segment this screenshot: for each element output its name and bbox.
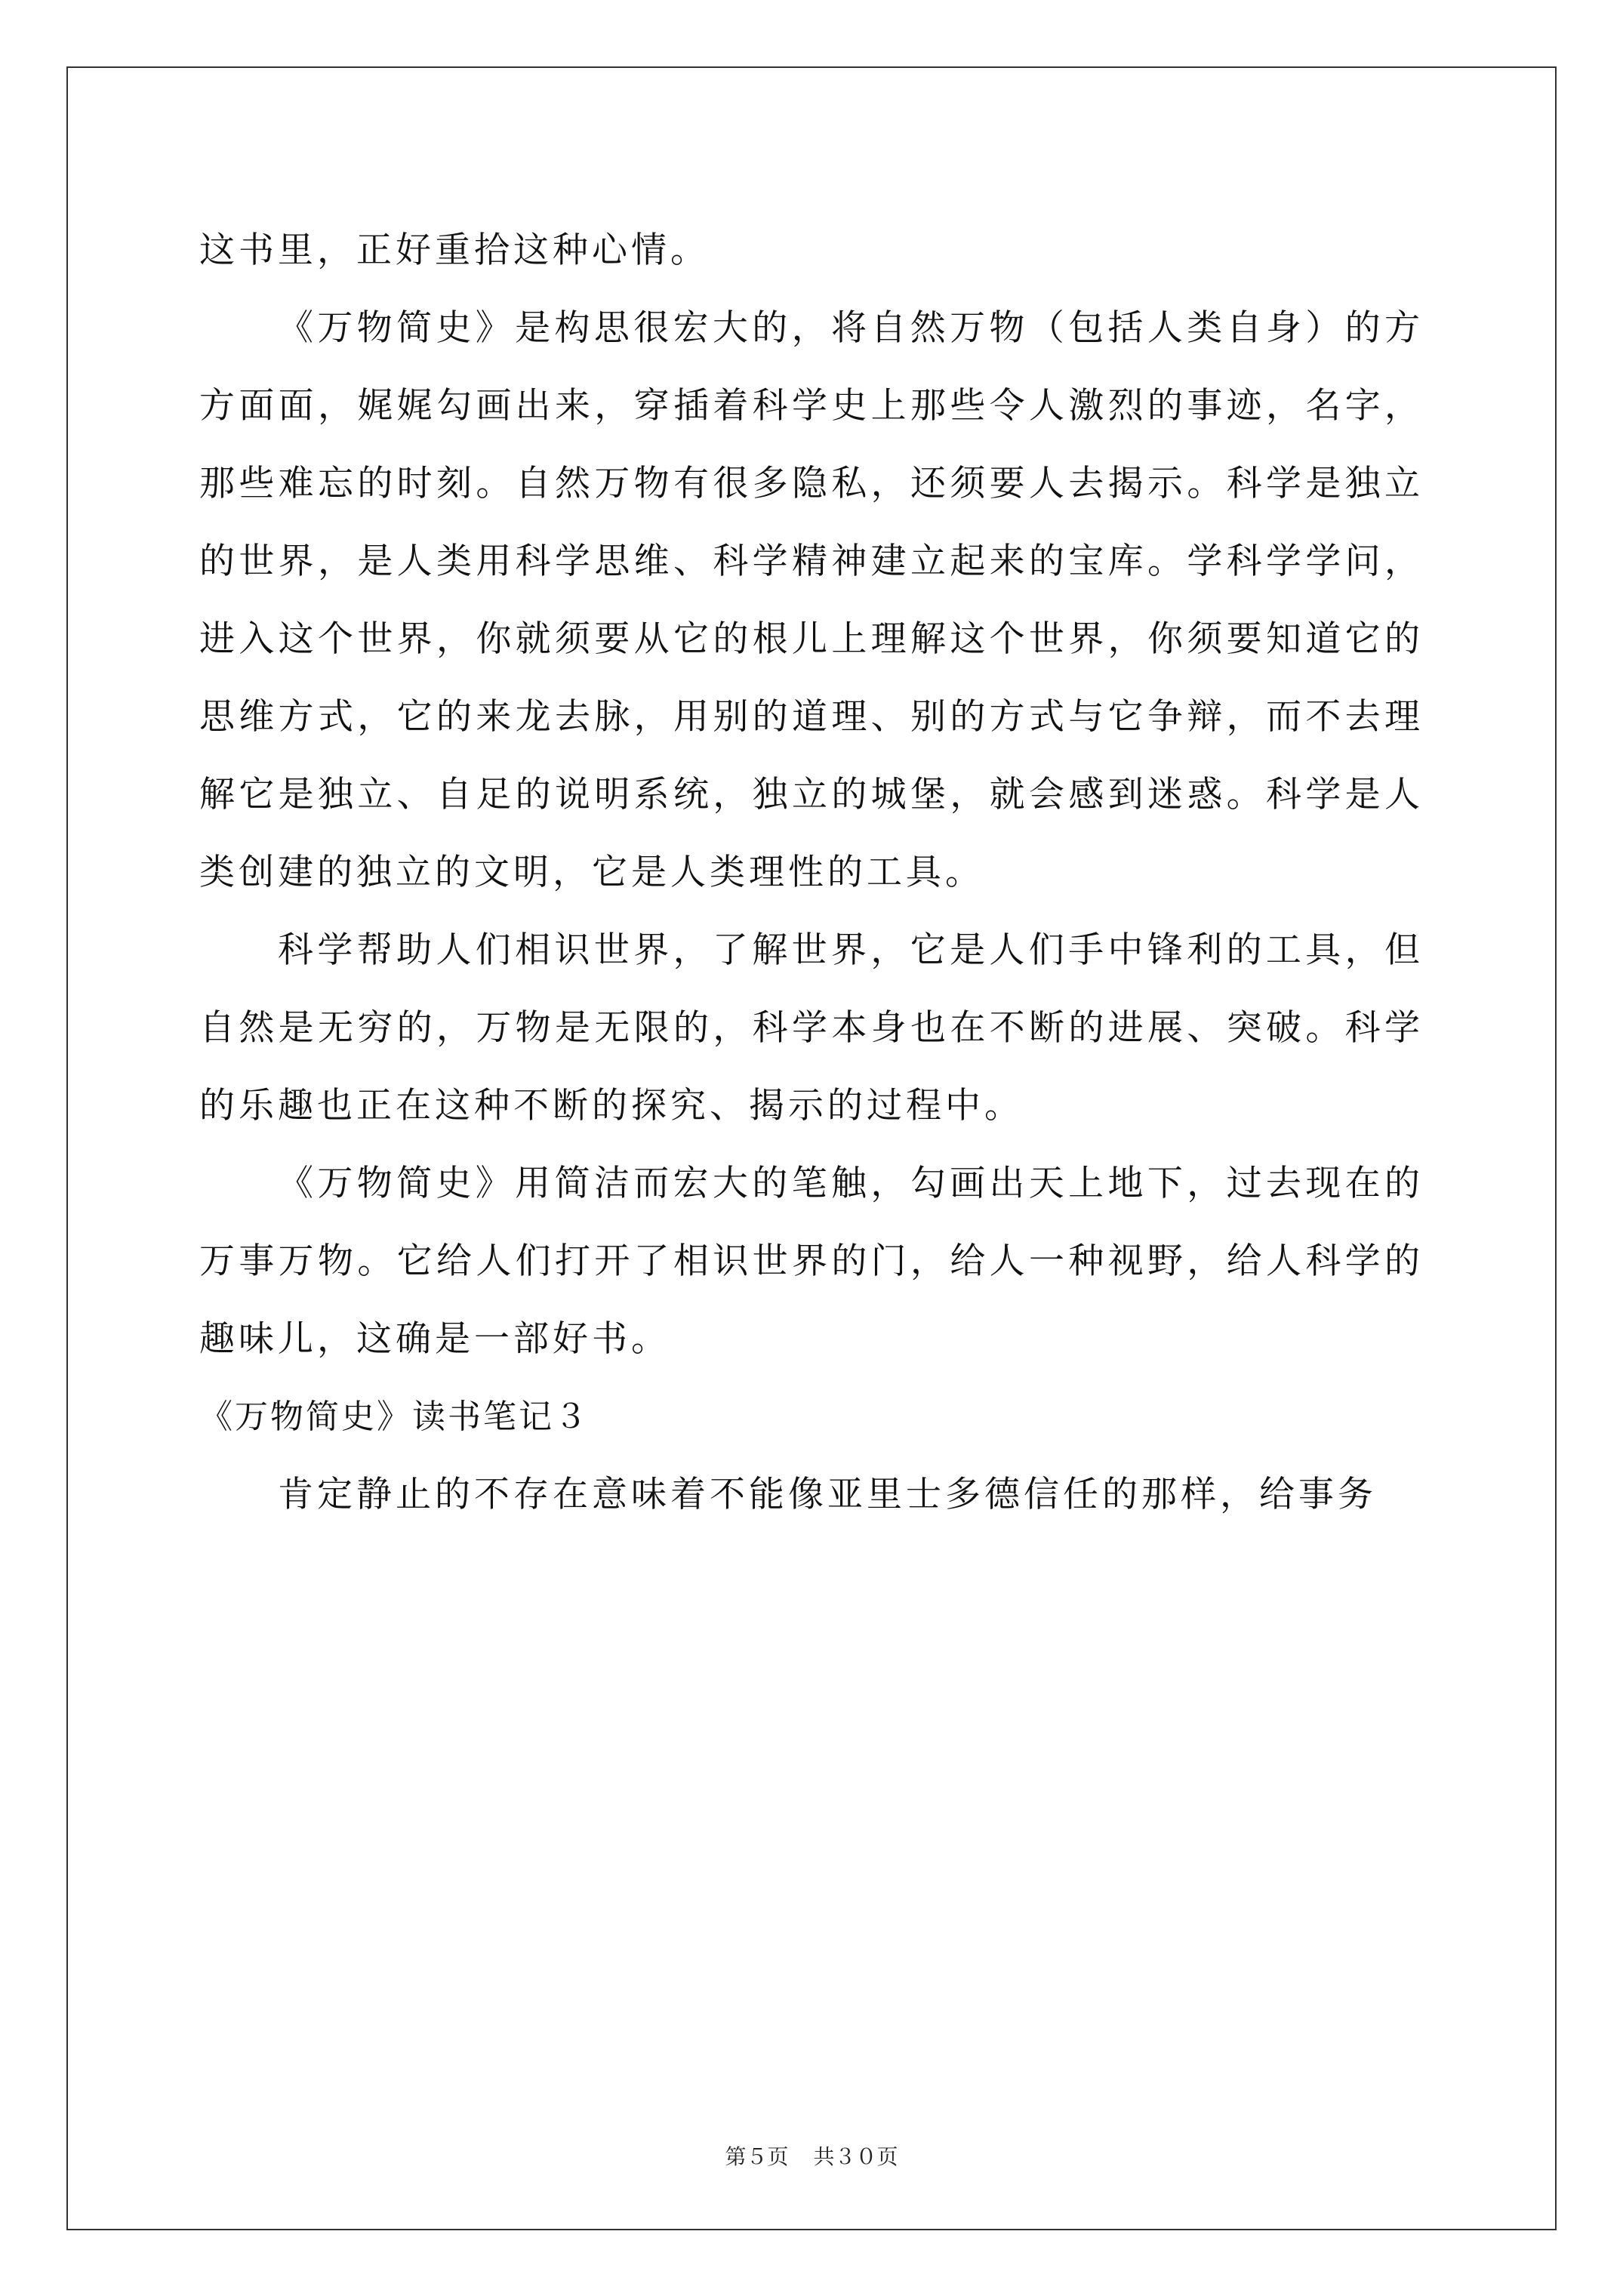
paragraph-continuation: 这书里，正好重拾这种心情。 (199, 230, 710, 271)
page-footer (0, 2140, 1623, 2171)
paragraph-overview: 《万物简史》是构思很宏大的，将自然万物（包括人类自身）的方方面面，娓娓勾画出来，穿插着科学史上那些令人激烈的事迹，名字，那些难忘的时刻。自然万物有很多隐私，还须要人去揭示。科学是独立的世界，是人类用科学思维、科学精神建立起来的宝库。学科学学问，进入这个世界，你就须要从它的根儿上理解这个世界，你须要知道它的思维方式，它的来龙去脉，用别的道理、别的方式与它争辩，而不去理解它是独立、自足的说明系统，独立的城堡，就会感到迷惑。科学是人类创建的独立的文明，它是人类理性的工具。 (199, 307, 1424, 893)
paragraph-conclusion: 《万物简史》用简洁而宏大的笔触，勾画出天上地下，过去现在的万事万物。它给人们打开了相识世界的门，给人一种视野，给人科学的趣味儿，这确是一部好书。 (199, 1163, 1424, 1360)
section-heading: 《万物简史》读书笔记３ (199, 1398, 590, 1436)
paragraph-new-section: 肯定静止的不存在意味着不能像亚里士多德信任的那样，给事务 (278, 1474, 1377, 1515)
total-pages: 共３０页 (813, 2144, 898, 2169)
page-number: 第５页 (725, 2144, 789, 2169)
document-body (199, 211, 1424, 1533)
paragraph-science-tool: 科学帮助人们相识世界，了解世界，它是人们手中锋利的工具，但自然是无穷的，万物是无限的，科学本身也在不断的进展、突破。科学的乐趣也正在这种不断的探究、揭示的过程中。 (199, 929, 1424, 1126)
